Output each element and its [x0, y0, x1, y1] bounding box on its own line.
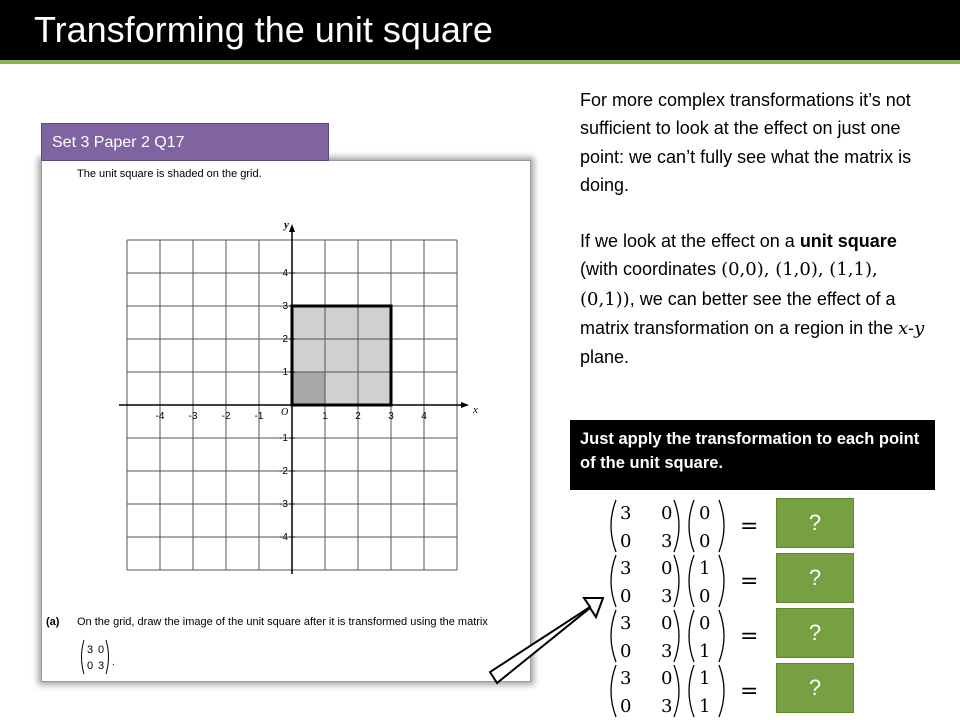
coordinate-grid	[42, 161, 530, 681]
y-tick-label: -4	[279, 532, 288, 543]
matrix-vector-product	[606, 607, 766, 665]
y-tick-label: 2	[282, 334, 288, 345]
answer-placeholder: ?	[776, 553, 854, 603]
unit-square	[292, 372, 325, 405]
matrix-entry: 3	[620, 503, 632, 524]
x-tick-label: -1	[254, 411, 264, 422]
vector-entry: 0	[699, 613, 711, 634]
x-tick-label: -4	[155, 411, 165, 422]
matrix-entry: 3	[661, 531, 673, 552]
y-axis-label: y	[284, 219, 289, 231]
unit-square-coordinates: (0,0), (1,0), (1,1), (0,1))	[580, 259, 878, 310]
vector-entry: 0	[699, 586, 711, 607]
x-tick-label: -2	[221, 411, 231, 422]
x-tick-label: 1	[322, 411, 328, 422]
title-bar	[0, 0, 960, 60]
question-matrix	[78, 637, 118, 677]
y-axis-arrow	[289, 224, 295, 232]
vector-entry: 1	[699, 641, 711, 662]
x-axis-label: x	[473, 404, 478, 416]
y-tick-label: -1	[279, 433, 288, 444]
matrix-entry: 0	[620, 641, 632, 662]
matrix-entry: 0	[620, 531, 632, 552]
answer-placeholder: ?	[776, 663, 854, 713]
matrix-entry: 0	[661, 613, 673, 634]
plane-name: x-y	[898, 318, 925, 340]
matrix-entry: 0	[620, 696, 632, 717]
equals-sign: =	[740, 514, 759, 539]
part-a-label: (a)	[46, 616, 60, 628]
matrix-entry: 3	[620, 668, 632, 689]
equals-sign: =	[740, 569, 759, 594]
matrix-entry: 0	[661, 668, 673, 689]
matrix-entry: 3	[661, 586, 673, 607]
y-tick-label: -3	[279, 499, 288, 510]
y-tick-label: 1	[282, 367, 288, 378]
matrix-entry: 0	[661, 503, 673, 524]
matrix-entry: 0	[620, 586, 632, 607]
x-tick-label: 4	[421, 411, 427, 422]
matrix-entry: 3	[620, 613, 632, 634]
question-matrix-b: 0	[98, 644, 105, 656]
matrix-entry: 3	[620, 558, 632, 579]
part-a-text: On the grid, draw the image of the unit square after it is transformed using the matrix	[77, 616, 488, 628]
vector-entry: 1	[699, 558, 711, 579]
matrix-vector-product	[606, 497, 766, 555]
vector-entry: 0	[699, 503, 711, 524]
unit-square-term: unit square	[799, 231, 897, 252]
x-tick-label: 3	[388, 411, 394, 422]
instruction-box: Just apply the transformation to each point of the unit square.	[570, 420, 935, 490]
matrix-entry: 3	[661, 641, 673, 662]
matrix-entry: 3	[661, 696, 673, 717]
x-tick-label: 2	[355, 411, 361, 422]
question-matrix-a: 3	[87, 644, 94, 656]
x-axis-arrow	[461, 402, 469, 408]
question-reference-badge: Set 3 Paper 2 Q17	[41, 123, 329, 161]
question-caption: The unit square is shaded on the grid.	[77, 168, 262, 180]
exam-question-image	[41, 160, 531, 682]
question-matrix-d: 3	[98, 660, 105, 672]
explanation-text	[580, 86, 930, 372]
matrix-vector-product	[606, 552, 766, 610]
answer-placeholder: ?	[776, 608, 854, 658]
vector-entry: 1	[699, 696, 711, 717]
y-tick-label: 4	[282, 268, 288, 279]
title-underline	[0, 60, 960, 64]
slide-title: Transforming the unit square	[34, 9, 493, 50]
svg-text:.: .	[112, 657, 115, 668]
matrix-vector-product	[606, 662, 766, 720]
origin-label: O	[281, 407, 289, 418]
equals-sign: =	[740, 679, 759, 704]
x-tick-label: -3	[188, 411, 198, 422]
matrix-entry: 0	[661, 558, 673, 579]
y-tick-label: 3	[282, 301, 288, 312]
explanation-paragraph-2: If we look at the effect on a unit square (with coordinates (0,0), (1,0), (1,1), (0,1)), we can better see the effect of a matrix transformation on a region in the x-y plane.	[580, 231, 925, 368]
equals-sign: =	[740, 624, 759, 649]
answer-placeholder: ?	[776, 498, 854, 548]
vector-entry: 1	[699, 668, 711, 689]
explanation-paragraph-1: For more complex transformations it’s not sufficient to look at the effect on just one point: we can’t fully see what the matrix is doing.	[580, 90, 912, 195]
vector-entry: 0	[699, 531, 711, 552]
y-tick-label: -2	[279, 466, 288, 477]
question-matrix-c: 0	[87, 660, 94, 672]
